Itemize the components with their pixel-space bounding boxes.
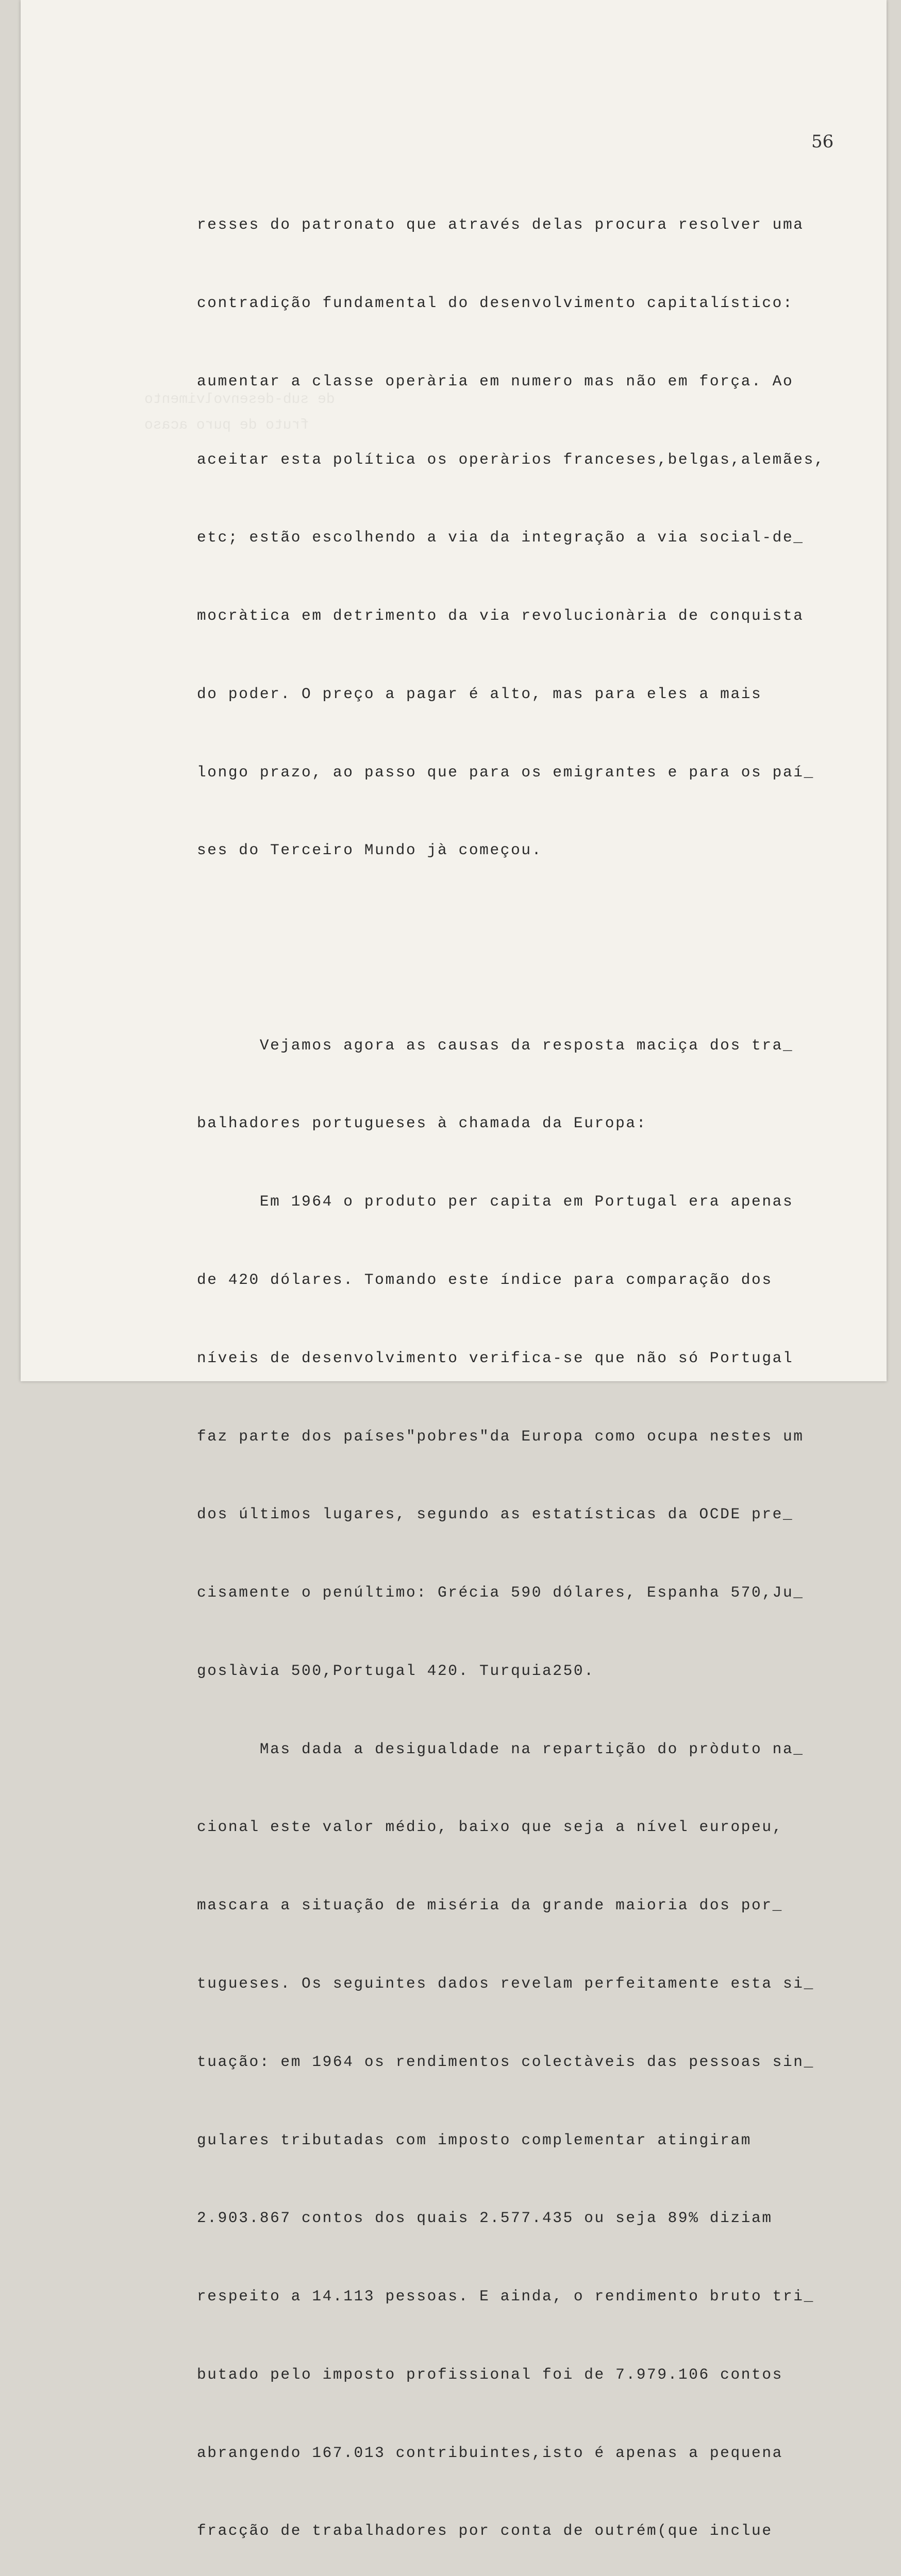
- text-line: abrangendo 167.013 contribuintes,isto é apenas a pequena: [197, 2444, 783, 2462]
- text-line: níveis de desenvolvimento verifica-se que não só Portugal: [197, 1349, 794, 1367]
- body-text: [197, 160, 836, 2576]
- page-number: 56: [811, 131, 834, 152]
- text-line: etc; estão escolhendo a via da integração a via social-de_: [197, 529, 804, 547]
- bleed-through-text: fruto de puro acaso: [144, 417, 309, 433]
- text-line: contradição fundamental do desenvolvimento capitalístico:: [197, 294, 794, 312]
- text-line: Em 1964 o produto per capita em Portugal era apenas: [197, 1193, 794, 1211]
- text-line: faz parte dos países"pobres"da Europa como ocupa nestes um: [197, 1427, 804, 1445]
- text-line: de 420 dólares. Tomando este índice para comparação dos: [197, 1270, 773, 1289]
- text-line: balhadores portugueses à chamada da Europa:: [197, 1114, 647, 1132]
- text-line: goslàvia 500,Portugal 420. Turquia250.: [197, 1662, 595, 1680]
- text-line: gulares tributadas com imposto complementar atingiram: [197, 2131, 752, 2149]
- text-line: respeito a 14.113 pessoas. E ainda, o rendimento bruto tri_: [197, 2287, 814, 2306]
- text-line: tuação: em 1964 os rendimentos colectàveis das pessoas sin_: [197, 2053, 814, 2071]
- bleed-through-text: de sub-desenvolvimento: [144, 392, 335, 408]
- text-line: cional este valor médio, baixo que seja a nível europeu,: [197, 1818, 783, 1836]
- text-line: cisamente o penúltimo: Grécia 590 dólares, Espanha 570,Ju_: [197, 1584, 804, 1602]
- text-line: longo prazo, ao passo que para os emigrantes e para os paí_: [197, 763, 814, 781]
- text-line: do poder. O preço a pagar é alto, mas para eles a mais: [197, 685, 762, 703]
- text-line: mocràtica em detrimento da via revolucionària de conquista: [197, 607, 804, 625]
- text-line: mascara a situação de miséria da grande maioria dos por_: [197, 1896, 783, 1914]
- text-line: Mas dada a desigualdade na repartição do pròduto na_: [197, 1740, 804, 1758]
- text-line: 2.903.867 contos dos quais 2.577.435 ou seja 89% diziam: [197, 2209, 773, 2227]
- document-page: [21, 0, 887, 2540]
- text-line: dos últimos lugares, segundo as estatísticas da OCDE pre_: [197, 1505, 794, 1523]
- text-line: Vejamos agora as causas da resposta maciça dos tra_: [197, 1036, 794, 1054]
- text-line: fracção de trabalhadores por conta de outrém(que inclue: [197, 2522, 773, 2540]
- text-line: ses do Terceiro Mundo jà começou.: [197, 841, 542, 859]
- text-line: resses do patronato que através delas procura resolver uma: [197, 216, 804, 234]
- text-line: tugueses. Os seguintes dados revelam perfeitamente esta si_: [197, 1974, 814, 1992]
- text-line: aceitar esta política os operàrios franceses,belgas,alemães,: [197, 450, 825, 468]
- text-line: aumentar a classe operària em numero mas não em força. Ao: [197, 372, 794, 390]
- paragraph-gap: [197, 942, 836, 954]
- text-line: butado pelo imposto profissional foi de 7.979.106 contos: [197, 2365, 783, 2383]
